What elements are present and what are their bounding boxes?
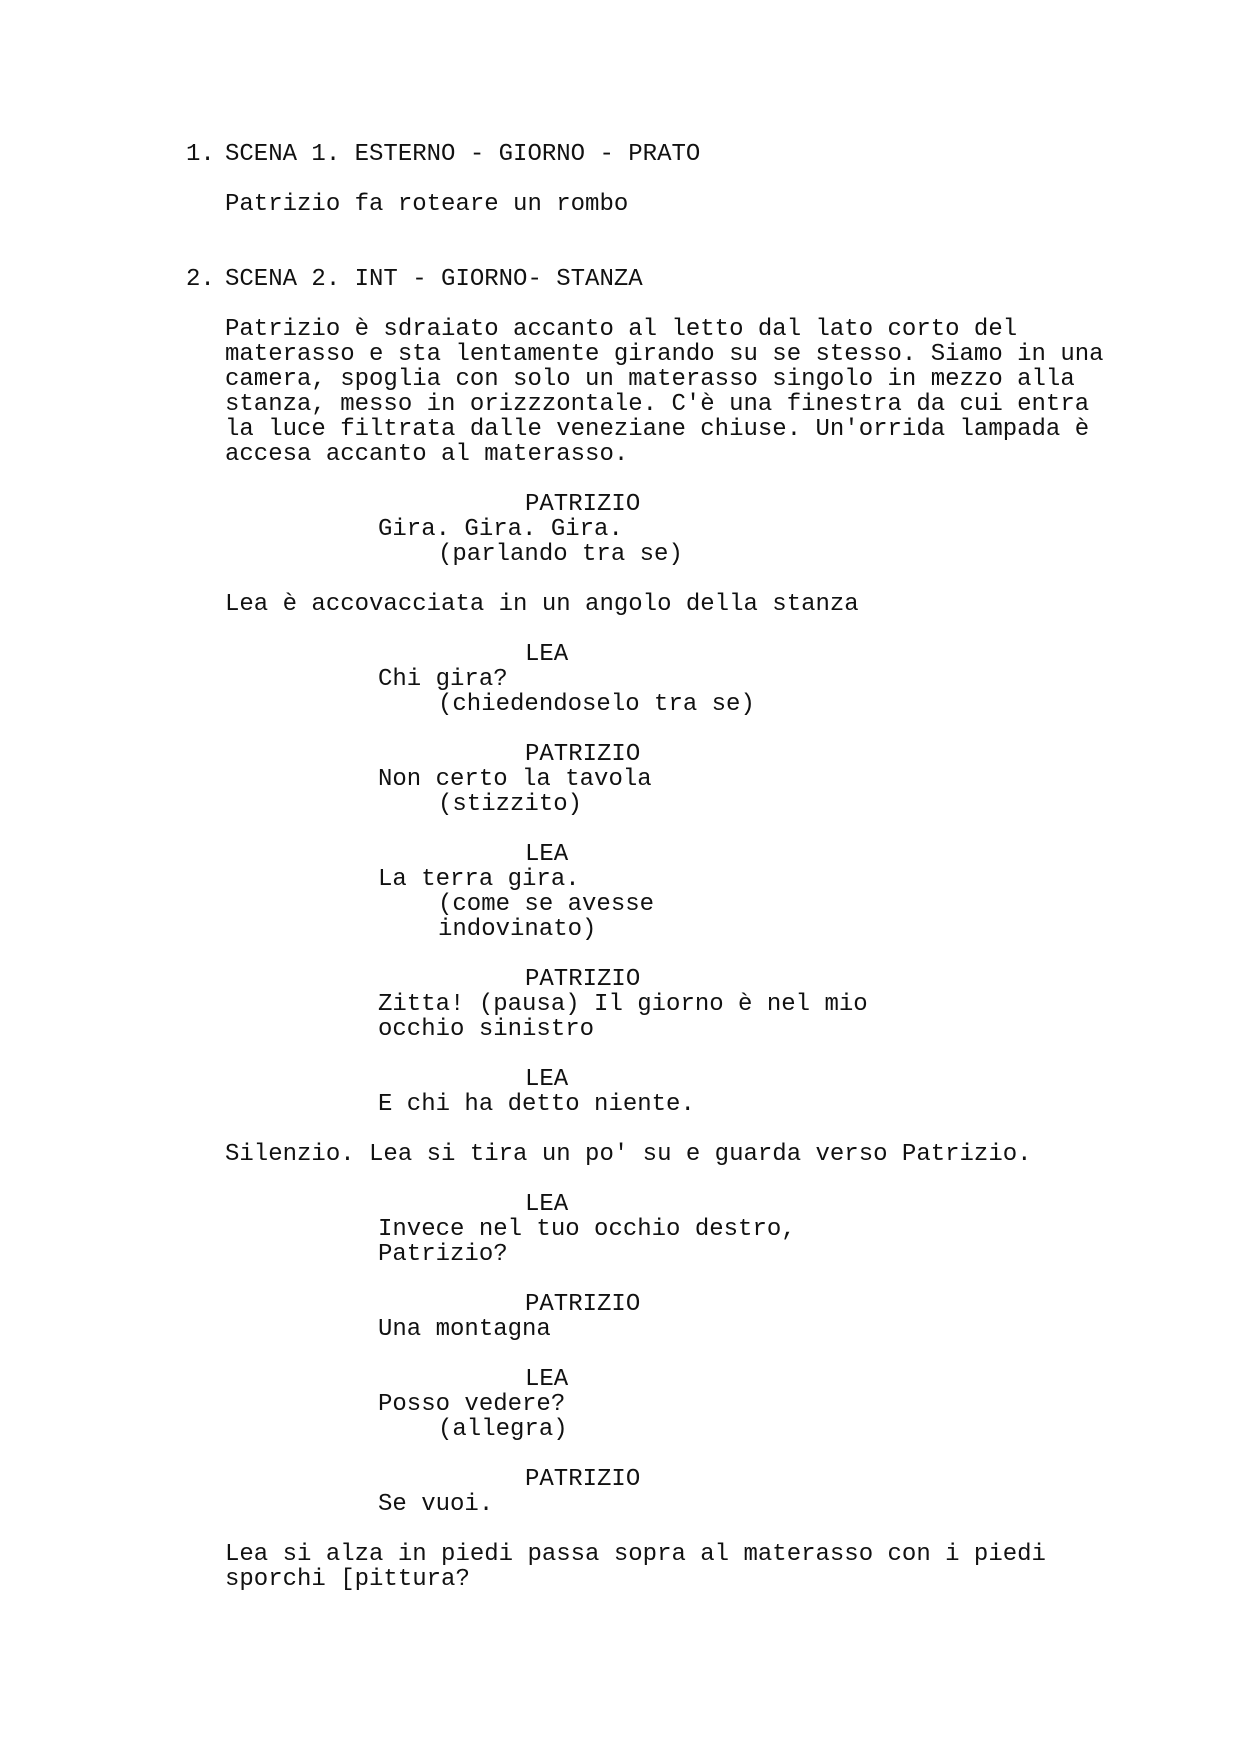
dialogue-line: Se vuoi.: [378, 1491, 494, 1518]
dialogue-line: La terra gira.: [378, 866, 580, 893]
action-line: materasso e sta lentamente girando su se stesso. Siamo in una: [225, 341, 1104, 368]
character-name: LEA: [525, 1366, 569, 1393]
scene-heading: SCENA 2. INT - GIORNO- STANZA: [225, 266, 643, 293]
action-line: camera, spoglia con solo un materasso singolo in mezzo alla: [225, 366, 1075, 393]
action-line: la luce filtrata dalle veneziane chiuse. Un'orrida lampada è: [225, 416, 1090, 443]
action-line: Lea è accovacciata in un angolo della stanza: [225, 591, 859, 618]
character-name: LEA: [525, 841, 569, 868]
character-name: LEA: [525, 1066, 569, 1093]
dialogue-line: occhio sinistro: [378, 1016, 595, 1043]
action-line: stanza, messo in orizzzontale. C'è una finestra da cui entra: [225, 391, 1090, 418]
dialogue-line: Posso vedere?: [378, 1391, 566, 1418]
action-line: Patrizio è sdraiato accanto al letto dal lato corto del: [225, 316, 1018, 343]
character-name: LEA: [525, 641, 569, 668]
action-line: accesa accanto al materasso.: [225, 441, 629, 468]
dialogue-line: E chi ha detto niente.: [378, 1091, 695, 1118]
scene-heading: SCENA 1. ESTERNO - GIORNO - PRATO: [225, 141, 701, 168]
character-name: PATRIZIO: [525, 491, 641, 518]
dialogue-line: Invece nel tuo occhio destro,: [378, 1216, 796, 1243]
dialogue-line: Chi gira?: [378, 666, 508, 693]
character-name: PATRIZIO: [525, 741, 641, 768]
parenthetical: (chiedendoselo tra se): [438, 691, 755, 718]
dialogue-line: Zitta! (pausa) Il giorno è nel mio: [378, 991, 868, 1018]
character-name: LEA: [525, 1191, 569, 1218]
parenthetical: indovinato): [438, 916, 597, 943]
character-name: PATRIZIO: [525, 1466, 641, 1493]
dialogue-line: Una montagna: [378, 1316, 551, 1343]
action-line: Patrizio fa roteare un rombo: [225, 191, 629, 218]
scene-number: 1.: [186, 141, 215, 168]
parenthetical: (allegra): [438, 1416, 568, 1443]
action-line: sporchi [pittura?: [225, 1566, 470, 1593]
dialogue-line: Gira. Gira. Gira.: [378, 516, 623, 543]
scene-number: 2.: [186, 266, 215, 293]
parenthetical: (parlando tra se): [438, 541, 683, 568]
dialogue-line: Patrizio?: [378, 1241, 508, 1268]
character-name: PATRIZIO: [525, 966, 641, 993]
character-name: PATRIZIO: [525, 1291, 641, 1318]
action-line: Lea si alza in piedi passa sopra al materasso con i piedi: [225, 1541, 1046, 1568]
dialogue-line: Non certo la tavola: [378, 766, 652, 793]
action-line: Silenzio. Lea si tira un po' su e guarda verso Patrizio.: [225, 1141, 1032, 1168]
parenthetical: (stizzito): [438, 791, 583, 818]
parenthetical: (come se avesse: [438, 891, 655, 918]
